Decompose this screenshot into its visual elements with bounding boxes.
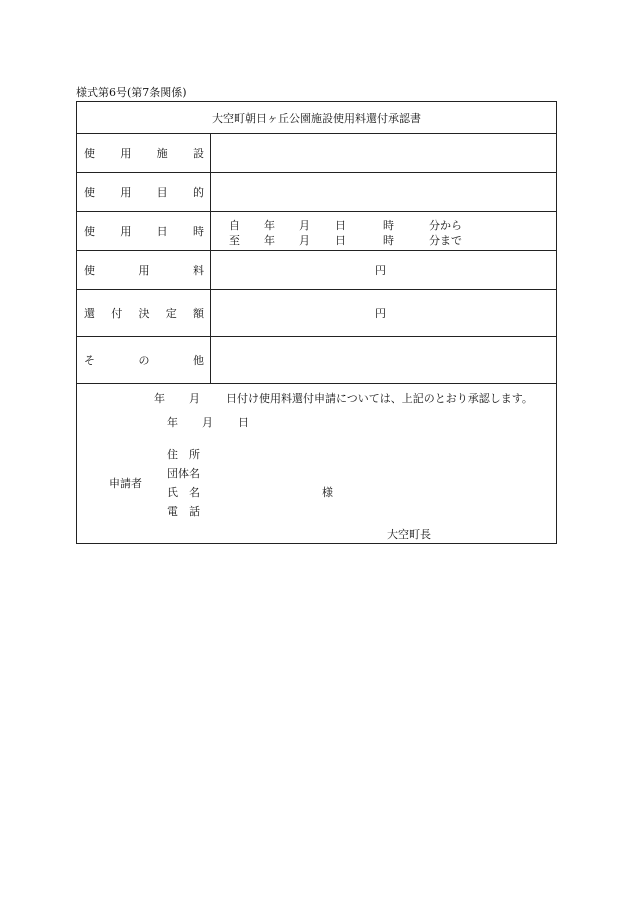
to-minute: 分まで [429, 234, 462, 247]
other-row [77, 337, 556, 384]
approval-statement: 日付け使用料還付申請については、上記のとおり承認します。 [226, 392, 533, 405]
approval-year: 年 [167, 416, 178, 429]
refund-label: 還 付 決 定 額 [77, 290, 211, 336]
phone-label: 電 話 [167, 505, 200, 518]
datetime-from-line [211, 217, 556, 231]
from-minute: 分から [429, 219, 462, 232]
from-month: 月 [299, 219, 310, 232]
facility-row [77, 134, 556, 173]
approval-footer [77, 384, 556, 544]
to-hour: 時 [383, 234, 394, 247]
datetime-row [77, 212, 556, 251]
purpose-row [77, 173, 556, 212]
datetime-label: 使 用 日 時 [77, 212, 211, 250]
purpose-label: 使 用 目 的 [77, 173, 211, 211]
group-label: 団体名 [167, 467, 200, 480]
refund-unit: 円 [375, 307, 386, 320]
other-label: そ の 他 [77, 337, 211, 383]
to-month: 月 [299, 234, 310, 247]
application-year: 年 [154, 392, 165, 405]
honorific: 様 [322, 486, 333, 499]
facility-label: 使 用 施 設 [77, 134, 211, 172]
form-title: 大空町朝日ヶ丘公園施設使用料還付承認書 [77, 102, 556, 134]
approval-month: 月 [202, 416, 213, 429]
facility-field[interactable] [211, 134, 556, 172]
datetime-to-line [211, 232, 556, 246]
refund-field[interactable] [211, 290, 556, 336]
approval-day: 日 [238, 416, 249, 429]
form-number: 様式第6号(第7条関係) [76, 86, 187, 99]
fee-label: 使 用 料 [77, 251, 211, 289]
other-field[interactable] [211, 337, 556, 383]
fee-unit: 円 [375, 264, 386, 277]
applicant-label: 申請者 [109, 477, 142, 490]
to-prefix: 至 [229, 234, 240, 247]
from-day: 日 [335, 219, 346, 232]
purpose-field[interactable] [211, 173, 556, 211]
datetime-field[interactable] [211, 212, 556, 250]
address-label: 住 所 [167, 448, 200, 461]
from-prefix: 自 [229, 219, 240, 232]
to-day: 日 [335, 234, 346, 247]
application-month: 月 [189, 392, 200, 405]
name-label: 氏 名 [167, 486, 200, 499]
fee-field[interactable] [211, 251, 556, 289]
refund-row [77, 290, 556, 337]
approval-form [76, 101, 557, 544]
from-year: 年 [264, 219, 275, 232]
approver-title: 大空町長 [387, 528, 431, 541]
to-year: 年 [264, 234, 275, 247]
from-hour: 時 [383, 219, 394, 232]
fee-row [77, 251, 556, 290]
